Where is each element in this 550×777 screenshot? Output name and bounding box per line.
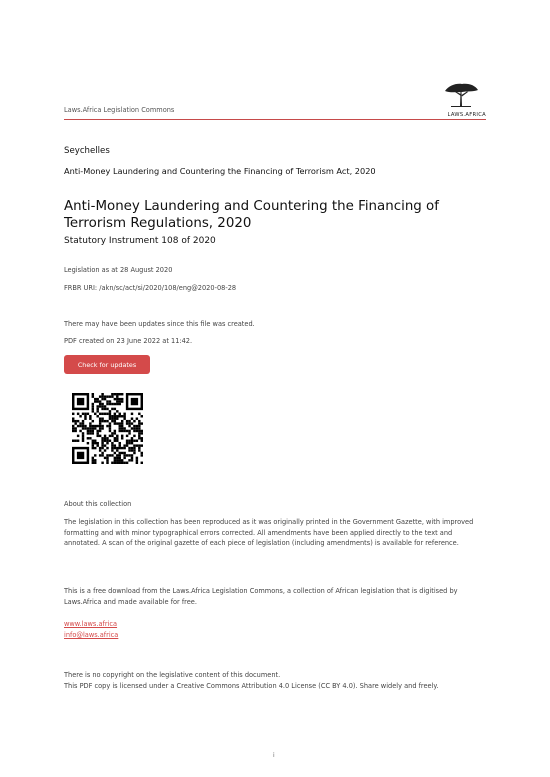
about-body: The legislation in this collection has been reproduced as it was originally printed in the Government Gazette, with improved formatting and with minor typographical errors corrected. All amendments have been applied directly to the text and annotated. A scan of the original gazette of each piece of legislation (including amendments) is available for reference.: [64, 518, 474, 548]
free-download-notice: This is a free download from the Laws.Africa Legislation Commons, a collection of African legislation that is digitised by Laws.Africa and made available for free.: [64, 587, 458, 606]
pdf-created-date: PDF created on 23 June 2022 at 11:42.: [64, 337, 193, 345]
legislation-date: Legislation as at 28 August 2020: [64, 266, 173, 274]
laws-africa-logo: [436, 82, 486, 118]
parent-act-title: Anti-Money Laundering and Countering the Financing of Terrorism Act, 2020: [64, 166, 376, 176]
website-link[interactable]: www.laws.africa: [64, 620, 118, 628]
copyright-notice: There is no copyright on the legislative content of this document.: [64, 671, 281, 679]
updates-notice: There may have been updates since this file was created.: [64, 320, 255, 328]
acacia-tree-icon: [443, 82, 479, 108]
collection-label: Laws.Africa Legislation Commons: [64, 106, 175, 114]
page-header: [64, 82, 486, 119]
about-heading: About this collection: [64, 500, 132, 508]
header-divider: [64, 119, 486, 120]
qr-code-icon[interactable]: [72, 393, 143, 464]
page-number: i: [273, 752, 275, 759]
email-link[interactable]: info@laws.africa: [64, 631, 119, 639]
license-notice: This PDF copy is licensed under a Creative Commons Attribution 4.0 License (CC BY 4.0). Share widely and freely.: [64, 682, 439, 690]
check-for-updates-button[interactable]: Check for updates: [64, 355, 150, 374]
country-name: Seychelles: [64, 146, 110, 156]
logo-wordmark: LAWS.AFRICA: [447, 112, 486, 118]
document-subtitle: Statutory Instrument 108 of 2020: [64, 236, 216, 246]
frbr-uri: FRBR URI: /akn/sc/act/si/2020/108/eng@2020-08-28: [64, 284, 237, 292]
document-title: Anti-Money Laundering and Countering the Financing of Terrorism Regulations, 2020: [64, 199, 439, 231]
